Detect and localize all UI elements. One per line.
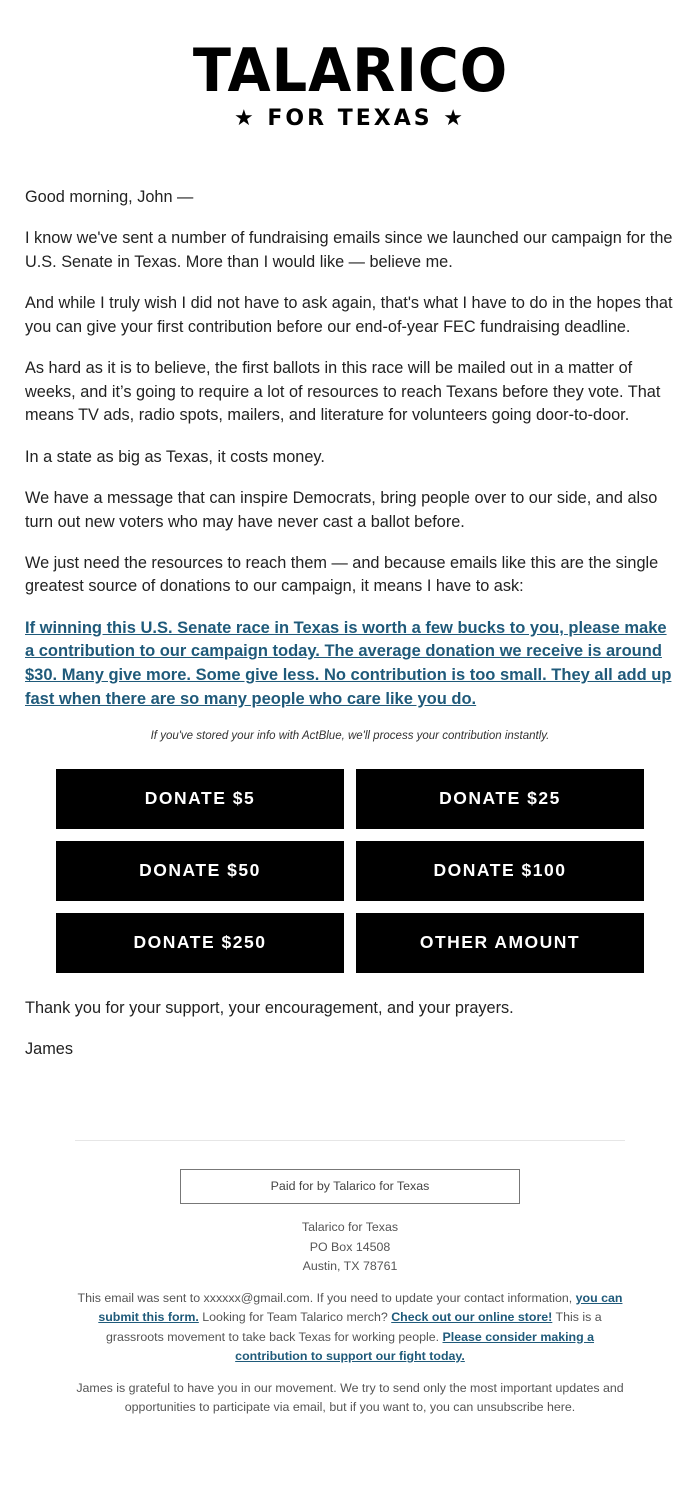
- update-info-link[interactable]: you can submit this form.: [98, 1290, 623, 1325]
- email-body: [0, 186, 700, 1062]
- logo-name: TALARICO: [192, 36, 508, 106]
- online-store-link[interactable]: Check out our online store!: [391, 1310, 553, 1325]
- closing: Thank you for your support, your encouragement, and your prayers.: [25, 998, 514, 1017]
- address-line: Austin, TX 78761: [302, 1259, 398, 1274]
- unsubscribe-text: James is grateful to have you in our movement. We try to send only the most important updates and opportunities to participate via email, but if you want to, you can unsubscribe here.: [76, 1380, 624, 1415]
- donate-25-button[interactable]: DONATE $25: [356, 769, 644, 829]
- address-line: PO Box 14508: [309, 1239, 391, 1254]
- paragraph: We have a message that can inspire Democrats, bring people over to our side, and also turn out new voters who may have never cast a ballot before.: [25, 488, 658, 531]
- paragraph: I know we've sent a number of fundraising emails since we launched our campaign for the U.S. Senate in Texas. More than I would like — believe me.: [25, 229, 673, 271]
- donate-buttons: [25, 769, 675, 973]
- donate-250-button[interactable]: DONATE $250: [56, 913, 344, 973]
- paid-for-disclaimer: Paid for by Talarico for Texas: [180, 1169, 520, 1205]
- donate-50-button[interactable]: DONATE $50: [56, 841, 344, 901]
- other-amount-button[interactable]: OTHER AMOUNT: [356, 913, 644, 973]
- footer: [75, 1140, 625, 1418]
- mailing-address: [75, 1218, 625, 1277]
- address-line: Talarico for Texas: [301, 1220, 399, 1235]
- footer-info: [75, 1289, 625, 1367]
- donate-100-button[interactable]: DONATE $100: [356, 841, 644, 901]
- footer-text: This email was sent to xxxxxx@gmail.com. If you need to update your contact information,: [77, 1290, 576, 1305]
- contribution-link[interactable]: If winning this U.S. Senate race in Texas is worth a few bucks to you, please make a contribution to our campaign today. The average donation we receive is around $30. Many give more. Some give less. No contribution is too small. They all add up fast when there are so many people who care like you do.: [25, 618, 672, 708]
- campaign-logo: [0, 0, 700, 150]
- logo-tagline: ★ FOR TEXAS ★: [234, 106, 466, 131]
- contribute-link[interactable]: Please consider making a contribution to support our fight today.: [235, 1329, 595, 1364]
- signature: James: [25, 1039, 73, 1058]
- donate-5-button[interactable]: DONATE $5: [56, 769, 344, 829]
- actblue-note: If you've stored your info with ActBlue, we'll process your contribution instantly.: [150, 729, 550, 742]
- paragraph: In a state as big as Texas, it costs money.: [25, 447, 325, 466]
- greeting: Good morning, John —: [25, 188, 194, 206]
- footer-text: This is a grassroots movement to take back Texas for working people.: [105, 1310, 602, 1344]
- paragraph: And while I truly wish I did not have to ask again, that's what I have to do in the hopes that you can give your first contribution before our end-of-year FEC fundraising deadline.: [25, 294, 673, 336]
- paragraph: As hard as it is to believe, the first ballots in this race will be mailed out in a matter of weeks, and it’s going to require a lot of resources to reach Texans before they vote. That means TV ads, radio spots, mailers, and literature for volunteers going door-to-door.: [25, 359, 661, 425]
- paragraph: We just need the resources to reach them — and because emails like this are the single greatest source of donations to our campaign, it means I have to ask:: [25, 553, 659, 596]
- footer-text: Looking for Team Talarico merch?: [198, 1310, 392, 1325]
